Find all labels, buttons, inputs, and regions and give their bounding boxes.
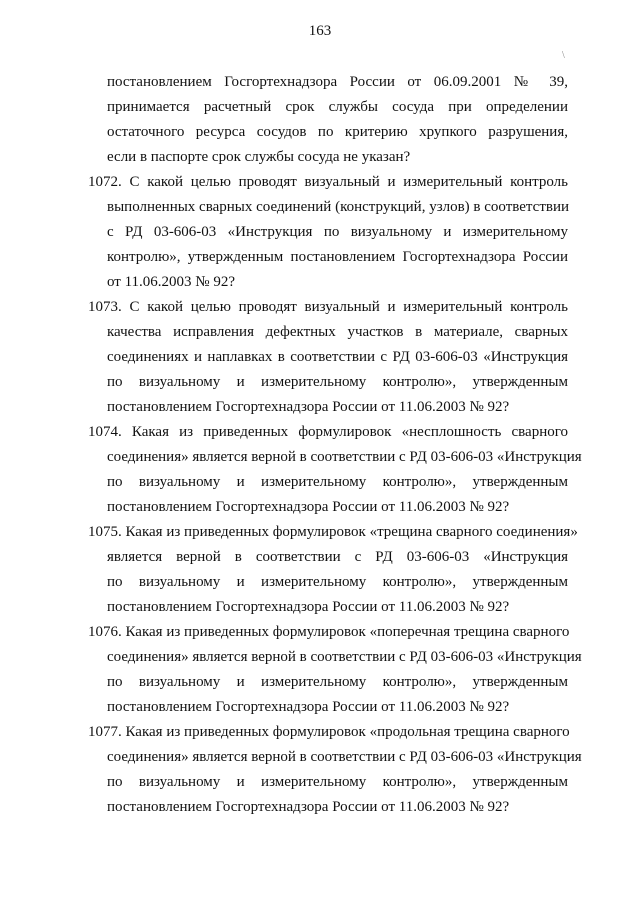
- question-line: 1073. С какой целью проводят визуальный и измерительный контроль: [88, 299, 568, 315]
- intro-line: постановлением Госгортехнадзора России от 06.09.2001 № 39,: [107, 74, 568, 90]
- question-line: является верной в соответствии с РД 03-606-03 «Инструкция: [107, 549, 568, 565]
- question-line: соединения» является верной в соответствии с РД 03-606-03 «Инструкция: [107, 649, 582, 665]
- question-line: 1074. Какая из приведенных формулировок «несплошность сварного: [88, 424, 568, 440]
- question-line: по визуальному и измерительному контролю», утвержденным: [107, 374, 568, 390]
- intro-line: если в паспорте срок службы сосуда не указан?: [107, 149, 411, 165]
- page-number: 163: [308, 23, 332, 39]
- question-1072: [0, 170, 640, 295]
- question-1073: [0, 295, 640, 420]
- question-line: соединения» является верной в соответствии с РД 03-606-03 «Инструкция: [107, 449, 582, 465]
- question-line: постановлением Госгортехнадзора России от 11.06.2003 № 92?: [107, 499, 510, 515]
- question-line: постановлением Госгортехнадзора России от 11.06.2003 № 92?: [107, 799, 510, 815]
- question-line: по визуальному и измерительному контролю», утвержденным: [107, 574, 568, 590]
- question-line: постановлением Госгортехнадзора России от 11.06.2003 № 92?: [107, 599, 510, 615]
- question-line: по визуальному и измерительному контролю», утвержденным: [107, 474, 568, 490]
- question-line: контролю», утвержденным постановлением Госгортехнадзора России: [107, 249, 568, 265]
- question-1075: [0, 520, 640, 620]
- question-line: соединения» является верной в соответствии с РД 03-606-03 «Инструкция: [107, 749, 582, 765]
- question-1074: [0, 420, 640, 520]
- question-1076: [0, 620, 640, 720]
- question-line: 1077. Какая из приведенных формулировок «продольная трещина сварного: [88, 724, 570, 740]
- intro-line: остаточного ресурса сосудов по критерию хрупкого разрушения,: [107, 124, 568, 140]
- intro-paragraph: [0, 70, 640, 170]
- question-line: 1075. Какая из приведенных формулировок «трещина сварного соединения»: [88, 524, 578, 540]
- question-1077: [0, 720, 640, 820]
- document-body: [0, 70, 640, 820]
- question-line: постановлением Госгортехнадзора России от 11.06.2003 № 92?: [107, 699, 510, 715]
- question-line: от 11.06.2003 № 92?: [107, 274, 236, 290]
- corner-mark: \: [562, 50, 565, 61]
- question-line: с РД 03-606-03 «Инструкция по визуальному и измерительному: [107, 224, 568, 240]
- question-line: 1076. Какая из приведенных формулировок «поперечная трещина сварного: [88, 624, 570, 640]
- question-line: постановлением Госгортехнадзора России от 11.06.2003 № 92?: [107, 399, 510, 415]
- intro-line: принимается расчетный срок службы сосуда при определении: [107, 99, 568, 115]
- question-line: выполненных сварных соединений (конструкций, узлов) в соответствии: [107, 199, 570, 215]
- question-line: 1072. С какой целью проводят визуальный и измерительный контроль: [88, 174, 568, 190]
- question-line: соединениях и наплавках в соответствии с РД 03-606-03 «Инструкция: [107, 349, 568, 365]
- question-line: качества исправления дефектных участков в материале, сварных: [107, 324, 568, 340]
- question-line: по визуальному и измерительному контролю», утвержденным: [107, 674, 568, 690]
- question-line: по визуальному и измерительному контролю», утвержденным: [107, 774, 568, 790]
